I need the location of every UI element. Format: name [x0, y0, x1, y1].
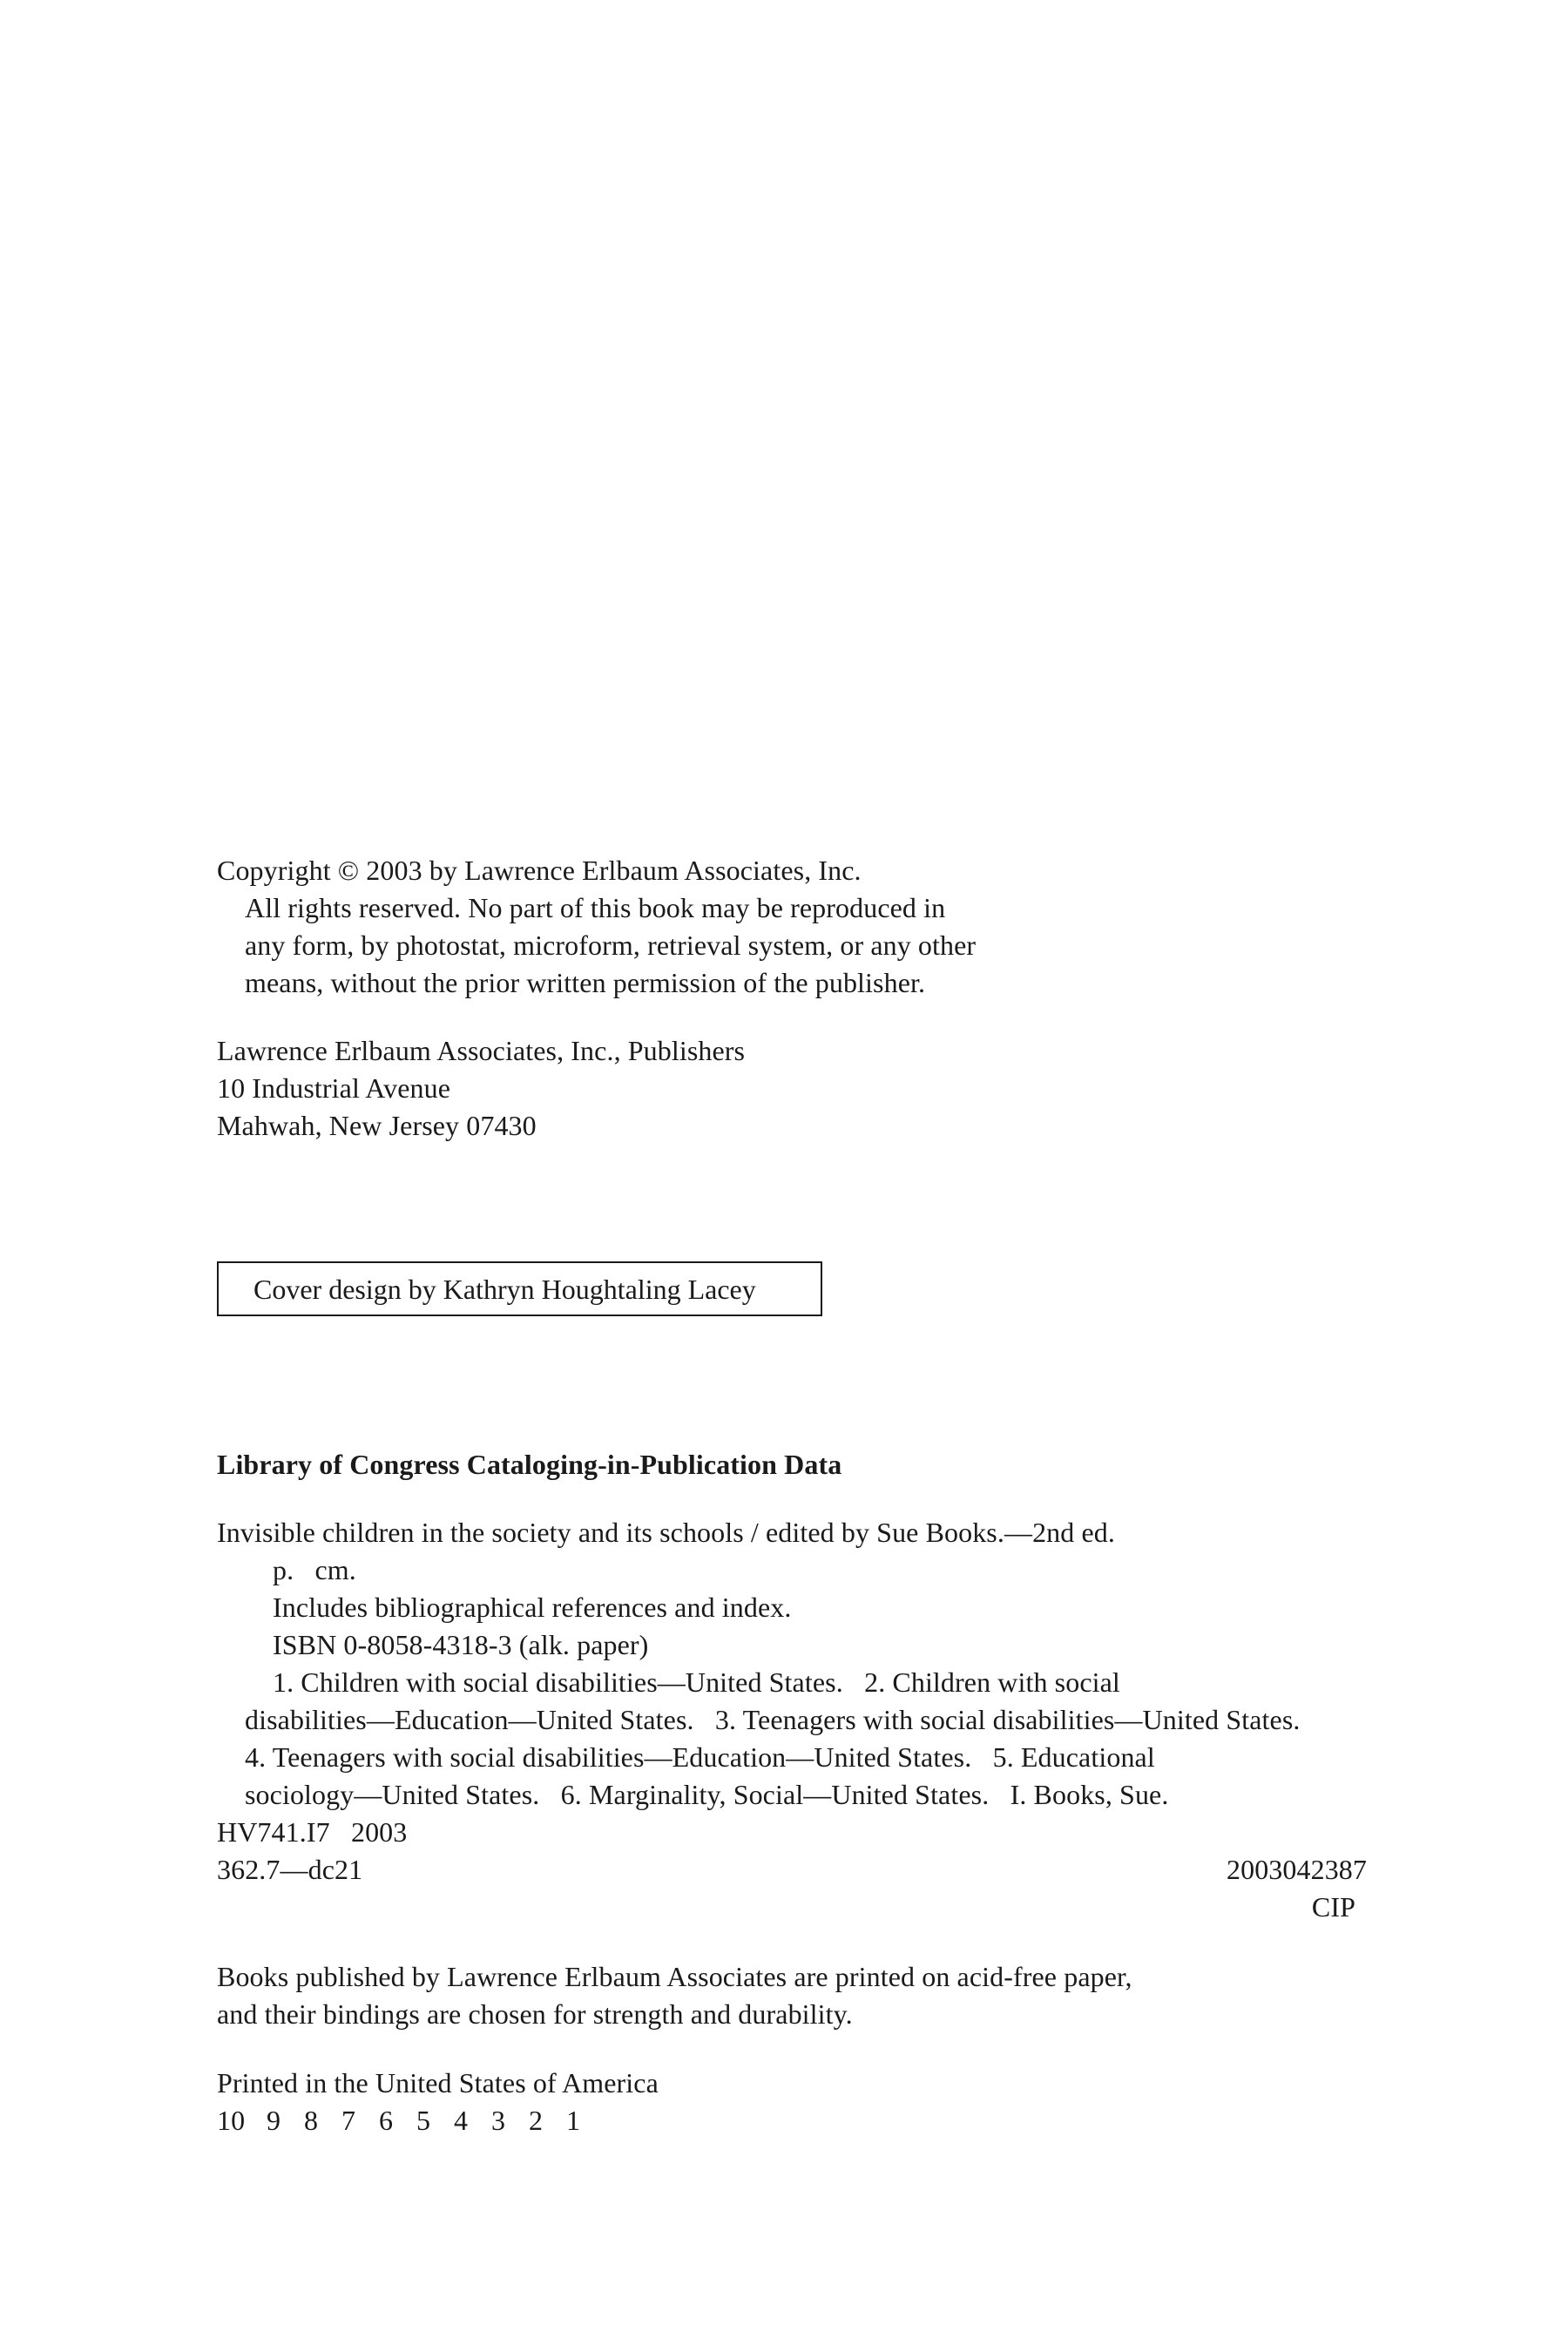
print-number: 4: [454, 2105, 469, 2136]
rights-line-2: any form, by photostat, microform, retrieval system, or any other: [245, 929, 977, 961]
cip-dewey: 362.7—dc21: [217, 1854, 363, 1885]
rights-line-3: means, without the prior written permission of the publisher.: [245, 967, 926, 998]
print-number: 7: [341, 2105, 356, 2136]
cover-credit: Cover design by Kathryn Houghtaling Lacey: [253, 1274, 756, 1305]
cip-isbn: ISBN 0-8058-4318-3 (alk. paper): [273, 1629, 649, 1660]
print-number: 2: [529, 2105, 544, 2136]
cip-lccn: 2003042387: [1227, 1854, 1367, 1885]
print-number: 6: [379, 2105, 394, 2136]
print-number: 10: [217, 2105, 246, 2136]
printed-in: Printed in the United States of America: [217, 2067, 659, 2099]
copyright-line: Copyright © 2003 by Lawrence Erlbaum Associates, Inc.: [217, 855, 862, 886]
print-number: 8: [304, 2105, 319, 2136]
rights-line-1: All rights reserved. No part of this book may be reproduced in: [245, 892, 946, 923]
cip-notes: Includes bibliographical references and index.: [273, 1592, 792, 1623]
printing-numbers: [217, 2102, 604, 2139]
print-number: 1: [566, 2105, 581, 2136]
publisher-city: Mahwah, New Jersey 07430: [217, 1110, 537, 1141]
print-number: 9: [267, 2105, 281, 2136]
cip-subjects-2: disabilities—Education—United States. 3. Teenagers with social disabilities—United States.: [245, 1704, 1301, 1735]
paper-note-line-2: and their bindings are chosen for strength and durability.: [217, 1998, 853, 2030]
cip-subjects-4: sociology—United States. 6. Marginality, Social—United States. I. Books, Sue.: [245, 1779, 1169, 1810]
cip-heading: Library of Congress Cataloging-in-Publication Data: [217, 1449, 842, 1480]
publisher-street: 10 Industrial Avenue: [217, 1072, 451, 1104]
print-number: 3: [491, 2105, 506, 2136]
publisher-name: Lawrence Erlbaum Associates, Inc., Publishers: [217, 1035, 746, 1066]
cip-title-line: Invisible children in the society and its schools / edited by Sue Books.—2nd ed.: [217, 1517, 1115, 1548]
cip-label: CIP: [1311, 1891, 1355, 1923]
paper-note-line-1: Books published by Lawrence Erlbaum Associates are printed on acid-free paper,: [217, 1961, 1132, 1992]
cip-subjects-3: 4. Teenagers with social disabilities—Education—United States. 5. Educational: [245, 1741, 1155, 1773]
print-number: 5: [416, 2105, 431, 2136]
cip-collation: p. cm.: [273, 1554, 356, 1585]
cip-lc-class: HV741.I7 2003: [217, 1816, 408, 1848]
cover-credit-box: [217, 1261, 822, 1316]
cip-subjects-1: 1. Children with social disabilities—United States. 2. Children with social: [273, 1666, 1120, 1698]
